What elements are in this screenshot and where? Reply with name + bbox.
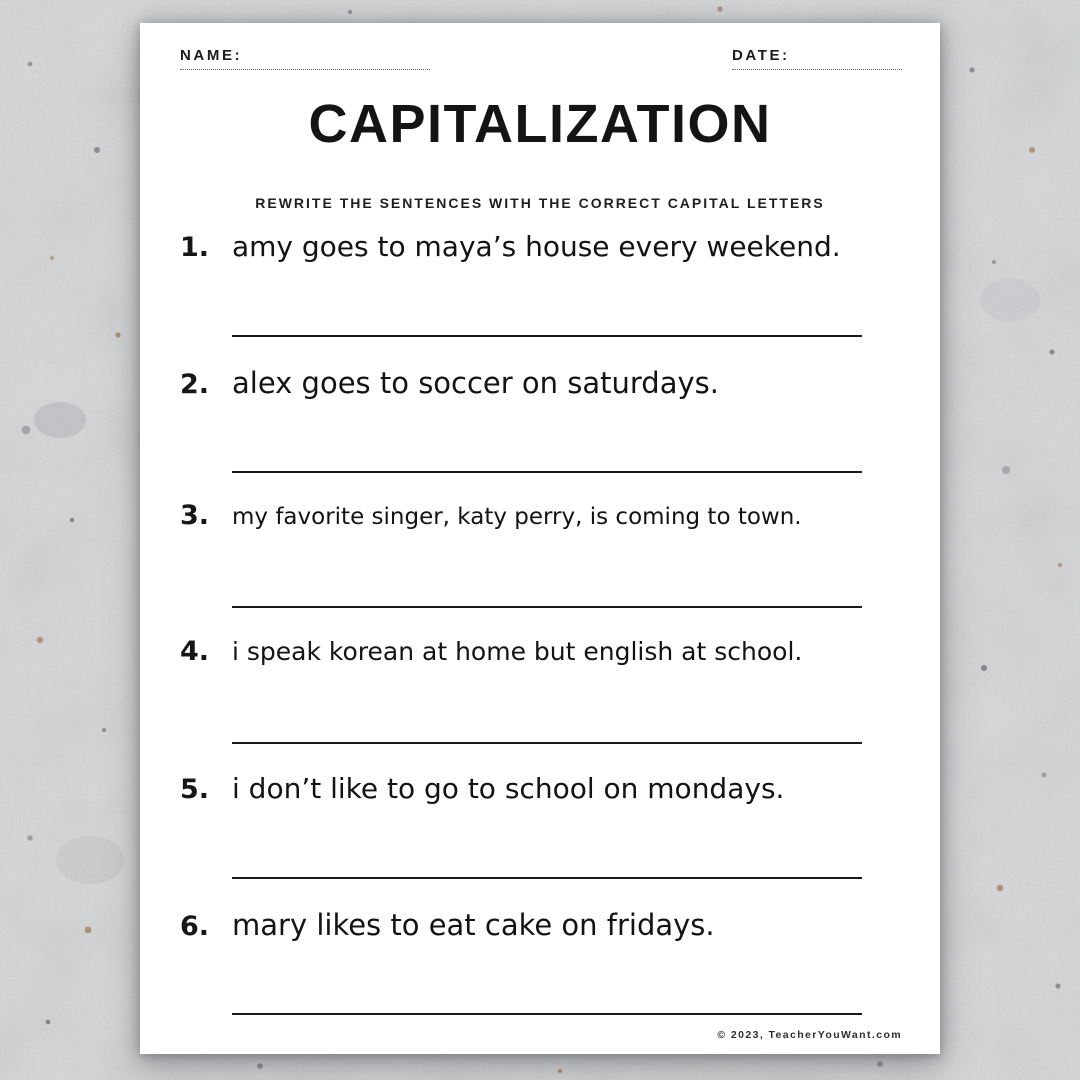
name-write-line xyxy=(180,69,430,70)
question-sentence: alex goes to soccer on saturdays. xyxy=(232,365,719,400)
worksheet-title: CAPITALIZATION xyxy=(308,94,772,154)
date-write-line xyxy=(732,69,902,70)
question-list xyxy=(180,229,900,1042)
question-number: 6. xyxy=(180,910,210,942)
answer-write-line xyxy=(232,606,862,608)
copyright-footer: © 2023, TeacherYouWant.com xyxy=(717,1029,902,1041)
worksheet-page xyxy=(140,23,940,1054)
question-sentence: amy goes to maya’s house every weekend. xyxy=(232,230,841,263)
question-item-2 xyxy=(180,365,900,501)
answer-write-line xyxy=(232,742,862,744)
question-item-6 xyxy=(180,907,900,1043)
answer-write-line xyxy=(232,877,862,879)
question-sentence: my favorite singer, katy perry, is coming to town. xyxy=(232,504,802,530)
question-item-5 xyxy=(180,771,900,907)
question-number: 5. xyxy=(180,774,210,805)
date-label: DATE: xyxy=(732,47,790,64)
question-number: 2. xyxy=(180,368,210,400)
question-number: 4. xyxy=(180,635,210,667)
name-label: NAME: xyxy=(180,47,243,64)
question-sentence: i don’t like to go to school on mondays. xyxy=(232,772,785,805)
question-item-3 xyxy=(180,500,900,636)
answer-write-line xyxy=(232,1013,862,1015)
answer-write-line xyxy=(232,335,862,337)
date-field xyxy=(732,47,902,70)
answer-write-line xyxy=(232,471,862,473)
question-item-1 xyxy=(180,229,900,365)
question-item-4 xyxy=(180,636,900,772)
question-sentence: i speak korean at home but english at school. xyxy=(232,636,803,666)
question-number: 3. xyxy=(180,500,210,531)
worksheet-instructions: REWRITE THE SENTENCES WITH THE CORRECT CAPITAL LETTERS xyxy=(255,195,825,211)
question-sentence: mary likes to eat cake on fridays. xyxy=(232,907,715,942)
question-number: 1. xyxy=(180,232,210,263)
name-field xyxy=(180,47,430,70)
